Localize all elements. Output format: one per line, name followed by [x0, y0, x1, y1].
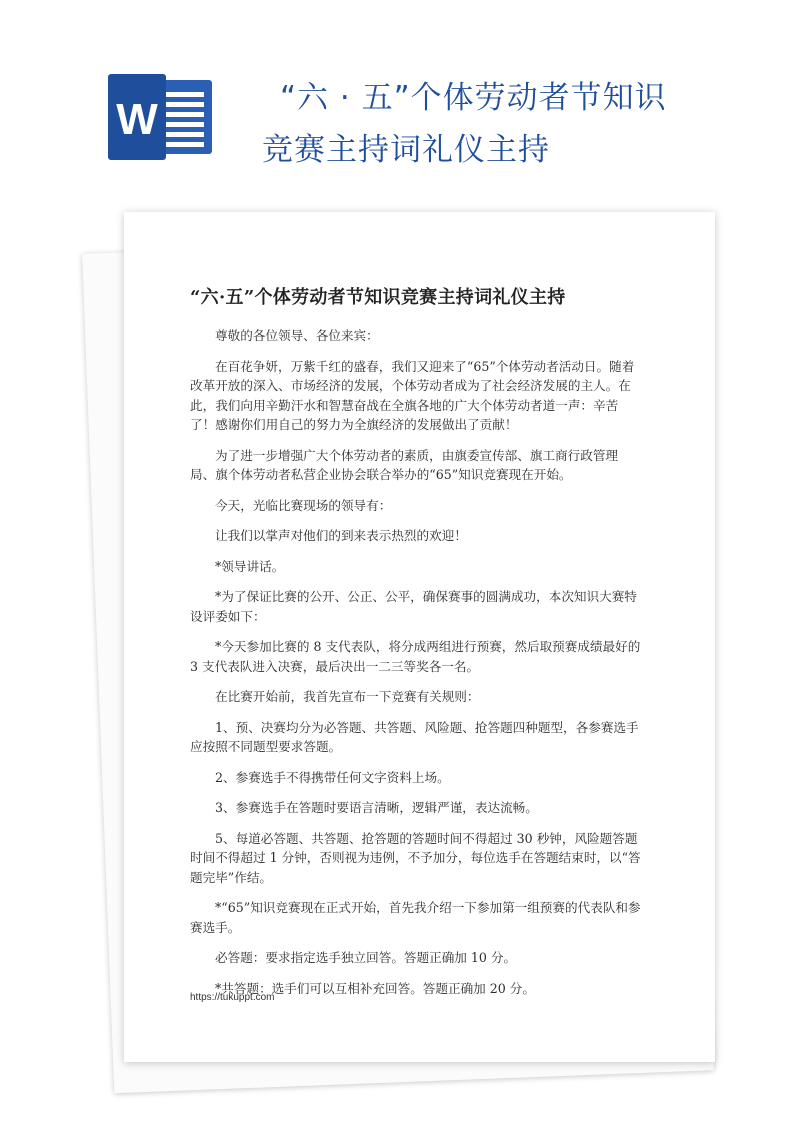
document-body	[190, 326, 642, 1009]
paragraph: *领导讲话。	[215, 558, 285, 574]
rule-item: 3、参赛选手在答题时要语言清晰，逻辑严谨，表达流畅。	[215, 800, 538, 815]
paragraph: 在比赛开始前，我首先宣布一下竞赛有关规则：	[215, 689, 480, 704]
document-title: “六·五”个体劳动者节知识竞赛主持词礼仪主持	[190, 287, 566, 308]
word-logo-letter: W	[116, 95, 158, 144]
paragraph: 必答题：要求指定选手独立回答。答题正确加 10 分。	[215, 950, 517, 965]
paragraph: *“65”知识竞赛现在正式开始，首先我介绍一下参加第一组预赛的代表队和参赛选手。	[190, 900, 641, 935]
page-title-line1: “六 · 五”个体劳动者节知识	[280, 80, 667, 116]
rule-item: 2、参赛选手不得携带任何文字资料上场。	[215, 769, 450, 785]
word-logo-icon	[108, 74, 212, 160]
rule-item: 5、每道必答题、共答题、抢答题的答题时间不得超过 30 秒钟，风险题答题时间不得超过 1 分钟，否则视为违例，不予加分，每位选手在答题结束时，以“答题完毕”作结。	[190, 830, 641, 885]
page-title	[260, 76, 780, 172]
paragraph: *为了保证比赛的公开、公正、公平，确保赛事的圆满成功，本次知识大赛特设评委如下：	[190, 589, 637, 624]
rule-item: 1、预、决赛均分为必答题、共答题、风险题、抢答题四种题型，各参赛选手应按照不同题型要求答题。	[190, 719, 639, 754]
page-title-line2: 竞赛主持词礼仪主持	[262, 132, 550, 168]
source-url: https://tukuppt.com	[190, 992, 275, 1003]
paragraph: 在百花争妍，万紫千红的盛春，我们又迎来了“65”个体劳动者活动日。随着改革开放的深入、市场经济的发展，个体劳动者成为了社会经济发展的主人。在此，我们向用辛勤汗水和智慧奋战在全旗各地的广大个体劳动者道一声：辛苦了！感谢你们用自己的努力为全旗经济的发展做出了贡献！	[190, 358, 635, 432]
paragraph: *今天参加比赛的 8 支代表队，将分成两组进行预赛，然后取预赛成绩最好的 3 支代表队进入决赛，最后决出一二三等奖各一名。	[190, 639, 641, 674]
paragraph: *共答题：选手们可以互相补充回答。答题正确加 20 分。	[215, 980, 535, 996]
paragraph: 让我们以掌声对他们的到来表示热烈的欢迎！	[215, 528, 467, 543]
paragraph: 今天，光临比赛现场的领导有：	[215, 497, 392, 513]
paragraph: 为了进一步增强广大个体劳动者的素质，由旗委宣传部、旗工商行政管理局、旗个体劳动者私营企业协会联合举办的“65”知识竞赛现在开始。	[190, 447, 618, 482]
paragraph-greeting: 尊敬的各位领导、各位来宾：	[215, 328, 379, 343]
